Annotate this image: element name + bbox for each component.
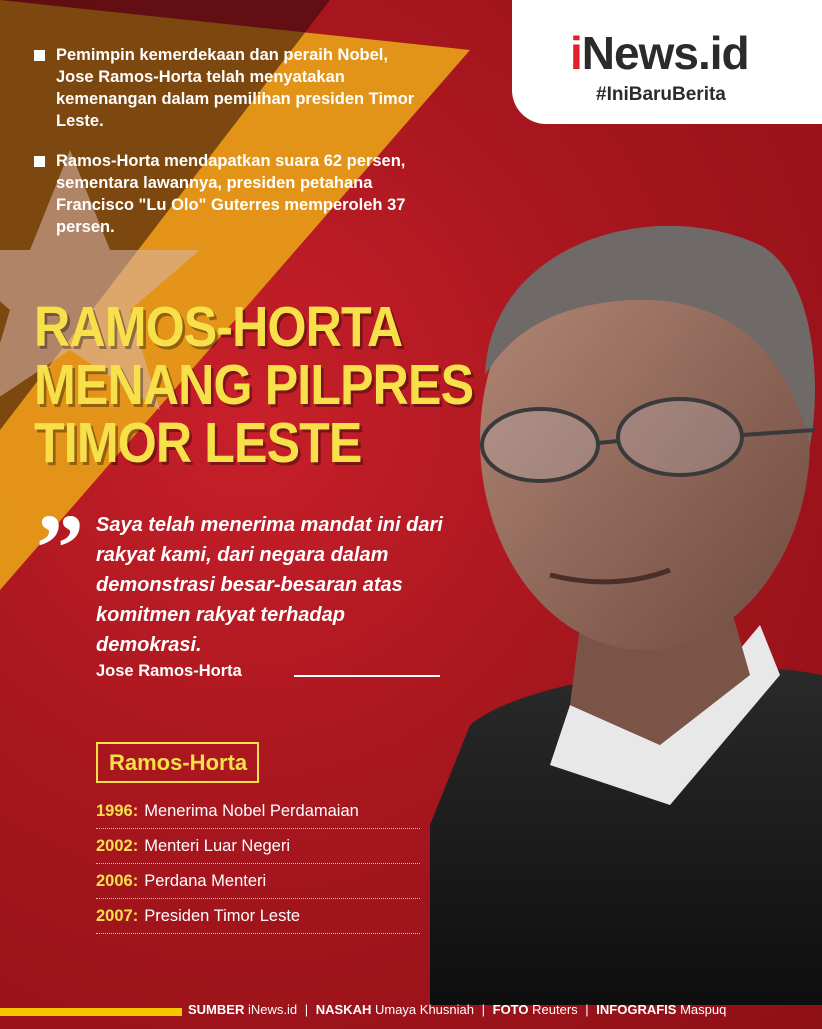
timeline-title: Ramos-Horta bbox=[96, 742, 259, 783]
logo-box bbox=[512, 0, 822, 124]
bullet-text: Ramos-Horta mendapatkan suara 62 persen, sementara lawannya, presiden petahana Francisco "Lu Olo" Guterres memperoleh 37 persen. bbox=[56, 152, 406, 236]
headline-line-1: RAMOS-HORTA bbox=[34, 295, 403, 359]
credits-footer bbox=[0, 1000, 822, 1029]
timeline-year: 1996: bbox=[96, 802, 139, 820]
bullet-square-icon bbox=[34, 156, 45, 167]
logo-rest: News.id bbox=[581, 27, 749, 79]
credit-separator: | bbox=[304, 1002, 309, 1017]
credit-graphic-value: Maspuq bbox=[680, 1002, 727, 1017]
credit-graphic-label: INFOGRAFIS bbox=[596, 1002, 677, 1017]
credit-photo-value: Reuters bbox=[532, 1002, 578, 1017]
timeline-list bbox=[96, 794, 420, 934]
timeline-item bbox=[96, 829, 420, 864]
credit-source-value: iNews.id bbox=[247, 1002, 298, 1017]
timeline-event: Menteri Luar Negeri bbox=[144, 837, 291, 855]
bullet-text: Pemimpin kemerdekaan dan peraih Nobel, Jose Ramos-Horta telah menyatakan kemenangan dalam pemilihan presiden Timor Leste. bbox=[56, 46, 415, 130]
credit-separator: | bbox=[585, 1002, 589, 1017]
credit-writer-label: NASKAH bbox=[315, 1002, 372, 1017]
portrait-photo bbox=[430, 205, 822, 1005]
summary-bullets bbox=[34, 44, 424, 256]
portrait-glasses-right bbox=[618, 399, 742, 475]
bullet-square-icon bbox=[34, 50, 45, 61]
portrait-glasses-left bbox=[482, 409, 598, 481]
quote-mark-icon: ” bbox=[36, 494, 84, 601]
bullet-item bbox=[34, 44, 424, 132]
bullet-item bbox=[34, 150, 424, 238]
credit-separator: | bbox=[481, 1002, 485, 1017]
timeline-item bbox=[96, 864, 420, 899]
timeline-item bbox=[96, 899, 420, 934]
headline bbox=[34, 295, 474, 475]
headline-line-3: TIMOR LESTE bbox=[34, 411, 362, 475]
timeline-year: 2002: bbox=[96, 837, 139, 855]
quote-author-line bbox=[294, 675, 440, 677]
credits-text bbox=[188, 1002, 726, 1017]
logo-i: i bbox=[570, 27, 582, 79]
credit-source-label: SUMBER bbox=[188, 1002, 245, 1017]
credit-photo-label: FOTO bbox=[492, 1002, 529, 1017]
timeline-event: Perdana Menteri bbox=[144, 872, 267, 890]
timeline-event: Menerima Nobel Perdamaian bbox=[144, 802, 359, 820]
inews-logo[interactable] bbox=[570, 26, 749, 80]
credit-writer-value: Umaya Khusniah bbox=[374, 1002, 474, 1017]
quote-author: Jose Ramos-Horta bbox=[96, 662, 242, 680]
portrait-glasses-bridge bbox=[598, 441, 618, 443]
headline-line-2: MENANG PILPRES bbox=[34, 353, 474, 417]
quote-text: Saya telah menerima mandat ini dari rakyat kami, dari negara dalam demonstrasi besar-besaran atas komitmen rakyat terhadap demokrasi. bbox=[96, 514, 443, 656]
logo-tagline: #IniBaruBerita bbox=[596, 84, 726, 105]
footer-accent-bar bbox=[0, 1008, 182, 1016]
timeline-year: 2007: bbox=[96, 907, 139, 925]
timeline-event: Presiden Timor Leste bbox=[144, 907, 301, 925]
timeline-year: 2006: bbox=[96, 872, 139, 890]
timeline-item bbox=[96, 794, 420, 829]
